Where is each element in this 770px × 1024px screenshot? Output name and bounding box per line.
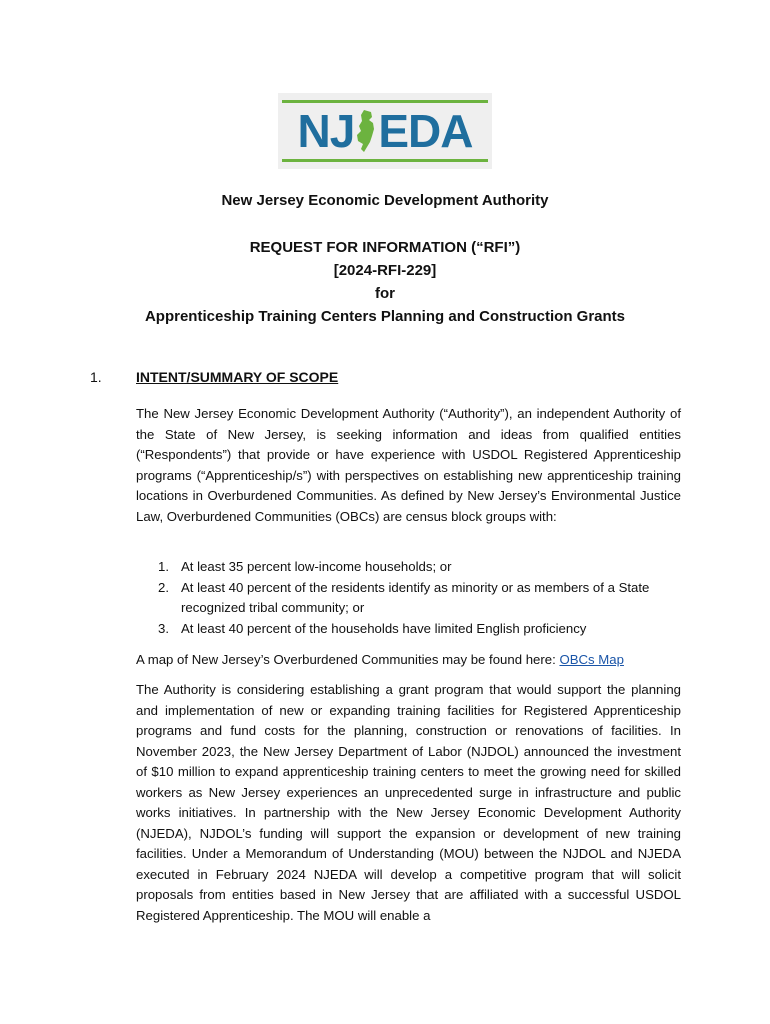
program-paragraph: The Authority is considering establishing a grant program that would support the planning and implementation of new or expanding training facilities for Registered Apprenticeship programs and fund costs for the planning, construction or renovations of facilities. In November 2023, the New Jersey Department of Labor (NJDOL) announced the investment of $10 million to expand apprenticeship training centers to meet the growing need for skilled workers as New Jersey experiences an unprecedented surge in infrastructure and public works initiatives. In partnership with the New Jersey Economic Development Authority (NJEDA), NJDOL’s funding will support the expansion or development of new training facilities. Under a Memorandum of Understanding (MOU) between the NJDOL and NJEDA executed in February 2024 NJEDA will develop a competitive program that will solicit proposals from entities based in New Jersey that are affiliated with a successful USDOL Registered Apprenticeship. The MOU will enable a	[136, 682, 681, 923]
logo-text-right: EDA	[378, 105, 473, 157]
list-item	[158, 557, 683, 578]
list-item	[158, 619, 683, 640]
njeda-logo	[278, 93, 492, 169]
logo-text-left: NJ	[297, 105, 355, 157]
list-item-number: 3.	[158, 620, 169, 636]
section-title: INTENT/SUMMARY OF SCOPE	[136, 369, 339, 385]
list-item	[158, 578, 683, 619]
list-item-text: At least 35 percent low-income households; or	[181, 559, 452, 574]
new-jersey-state-icon	[355, 109, 377, 153]
logo-top-bar	[282, 100, 488, 103]
obc-criteria-list	[158, 557, 683, 639]
list-item-number: 1.	[158, 559, 169, 574]
rfi-number: [2024-RFI-229]	[333, 262, 437, 279]
intent-paragraph: The New Jersey Economic Development Authority (“Authority”), an independent Authority of the State of New Jersey, is seeking information and ideas from qualified entities (“Respondents”) that provide or have experience with USDOL Registered Apprenticeship programs (“Apprenticeship/s”) with perspectives on establishing new apprenticeship training locations in Overburdened Communities. As defined by New Jersey’s Environmental Justice Law, Overburdened Communities (OBCs) are census block groups with:	[136, 406, 681, 524]
organization-title: New Jersey Economic Development Authority	[221, 192, 549, 209]
map-text: A map of New Jersey’s Overburdened Communities may be found here:	[136, 652, 560, 667]
rfi-title: REQUEST FOR INFORMATION (“RFI”)	[249, 239, 521, 256]
rfi-subject: Apprenticeship Training Centers Planning and Construction Grants	[144, 308, 626, 325]
list-item-number: 2.	[158, 579, 169, 595]
list-item-text: At least 40 percent of the households have limited English proficiency	[181, 620, 587, 636]
map-sentence	[136, 650, 624, 671]
logo-wordmark	[278, 107, 492, 155]
rfi-for: for	[375, 285, 395, 302]
section-number: 1.	[90, 369, 102, 385]
logo-bottom-bar	[282, 159, 488, 162]
rfi-heading-block	[0, 236, 770, 328]
obcs-map-link[interactable]: OBCs Map	[559, 652, 624, 667]
list-item-text: At least 40 percent of the residents identify as minority or as members of a State recognized tribal community; or	[181, 579, 650, 615]
